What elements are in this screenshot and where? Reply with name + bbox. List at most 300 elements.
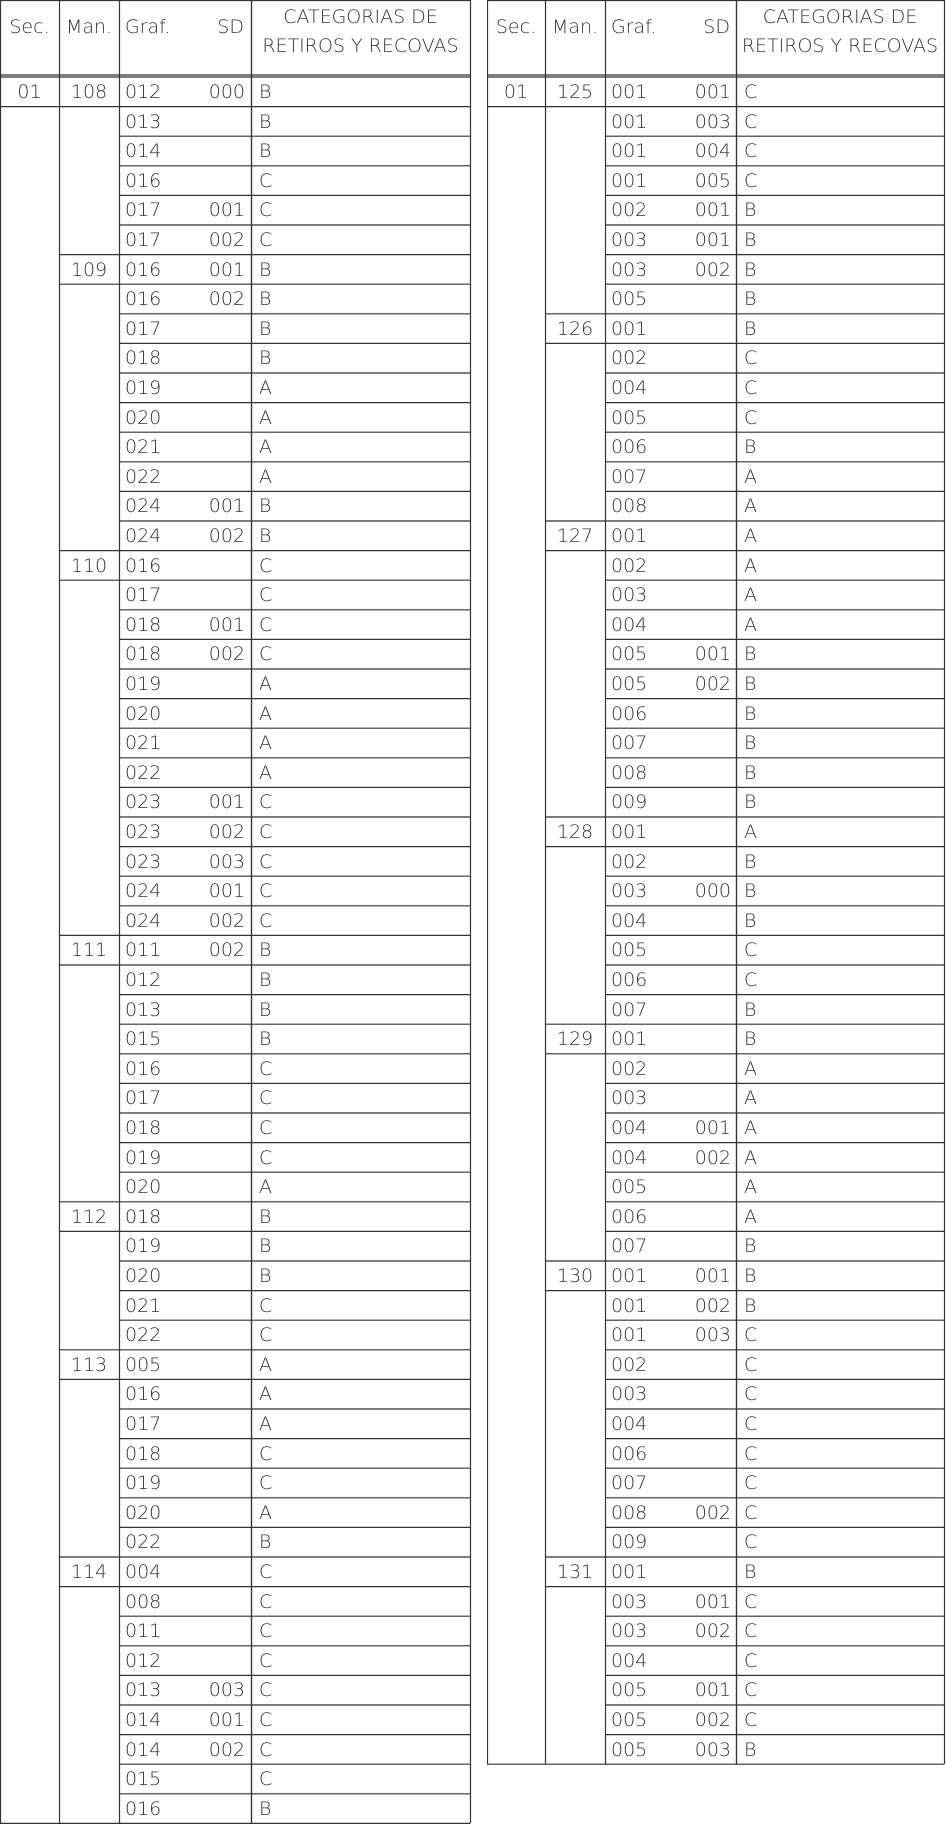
category-value: C: [744, 140, 758, 163]
category-value: B: [744, 1294, 757, 1317]
category-value: A: [744, 1176, 757, 1199]
graf-value: 008: [611, 495, 648, 518]
category-value: C: [259, 1738, 273, 1761]
category-value: B: [744, 732, 757, 755]
graf-value: 005: [611, 1679, 648, 1702]
category-value: A: [259, 761, 272, 784]
graf-value: 004: [611, 1117, 648, 1139]
graf-value: 007: [611, 998, 648, 1021]
graf-value: 019: [125, 673, 162, 695]
graf-value: 002: [611, 1353, 648, 1376]
category-value: A: [744, 554, 757, 577]
category-value: A: [744, 495, 757, 518]
graf-value: 017: [125, 1087, 162, 1110]
category-value: B: [259, 495, 272, 518]
sd-value: 003: [694, 1738, 731, 1761]
man-value: 125: [556, 81, 594, 103]
graf-value: 019: [125, 377, 162, 399]
category-value: C: [259, 1324, 273, 1347]
header-sec: Sec.: [495, 16, 537, 38]
graf-value: 001: [611, 1265, 648, 1287]
graf-value: 001: [611, 1561, 648, 1583]
sd-value: 005: [694, 169, 731, 192]
category-value: B: [259, 347, 272, 370]
graf-value: 011: [125, 1620, 162, 1643]
graf-value: 016: [125, 554, 162, 577]
graf-value: 001: [611, 110, 648, 133]
category-value: B: [744, 258, 757, 281]
graf-value: 020: [125, 1176, 162, 1199]
category-value: B: [259, 1028, 272, 1051]
category-value: C: [744, 1413, 758, 1435]
sd-value: 003: [208, 1679, 245, 1702]
man-value: 110: [70, 554, 108, 577]
sd-value: 002: [694, 1709, 731, 1731]
category-value: C: [259, 909, 273, 932]
category-value: B: [259, 1235, 272, 1258]
header-graf: Graf.: [125, 16, 171, 38]
sd-value: 002: [208, 525, 245, 547]
category-value: B: [744, 1235, 757, 1258]
graf-value: 003: [611, 229, 648, 251]
sd-value: 001: [208, 495, 245, 518]
graf-value: 005: [125, 1353, 162, 1376]
graf-value: 021: [125, 1294, 162, 1317]
category-value: A: [259, 1383, 272, 1406]
graf-value: 024: [125, 909, 162, 932]
category-value: C: [259, 1709, 273, 1731]
category-value: C: [744, 1472, 758, 1495]
header-man: Man.: [551, 16, 599, 38]
graf-value: 019: [125, 1146, 162, 1169]
category-value: C: [259, 1117, 273, 1139]
category-value: B: [259, 258, 272, 281]
graf-value: 005: [611, 1709, 648, 1731]
category-value: C: [744, 1383, 758, 1406]
category-value: A: [744, 1087, 757, 1110]
sec-value: 01: [17, 81, 42, 103]
graf-value: 005: [611, 288, 648, 311]
graf-value: 001: [611, 525, 648, 547]
man-value: 109: [70, 258, 108, 281]
graf-value: 014: [125, 140, 162, 163]
man-value: 111: [70, 939, 108, 962]
man-value: 113: [70, 1353, 108, 1376]
category-value: B: [259, 317, 272, 340]
category-value: B: [744, 1738, 757, 1761]
sd-value: 002: [208, 288, 245, 311]
graf-value: 001: [611, 169, 648, 192]
graf-value: 001: [611, 140, 648, 163]
category-value: C: [744, 1649, 758, 1672]
graf-value: 007: [611, 1472, 648, 1495]
graf-value: 024: [125, 525, 162, 547]
graf-value: 016: [125, 1797, 162, 1820]
sd-value: 000: [208, 81, 245, 103]
category-value: A: [259, 732, 272, 755]
category-value: B: [744, 229, 757, 251]
category-value: B: [744, 673, 757, 695]
category-value: C: [259, 199, 273, 222]
category-value: B: [744, 1265, 757, 1287]
category-value: C: [744, 1353, 758, 1376]
sd-value: 002: [694, 1294, 731, 1317]
graf-value: 014: [125, 1709, 162, 1731]
graf-value: 023: [125, 821, 162, 843]
header-categories-line2: RETIROS Y RECOVAS: [741, 35, 939, 57]
category-value: B: [259, 140, 272, 163]
sd-value: 001: [694, 199, 731, 222]
category-value: A: [259, 1413, 272, 1435]
graf-value: 023: [125, 850, 162, 873]
graf-value: 023: [125, 791, 162, 814]
graf-value: 022: [125, 465, 162, 488]
sd-value: 002: [694, 1501, 731, 1524]
category-value: C: [259, 643, 273, 666]
sd-value: 002: [208, 939, 245, 962]
graf-value: 006: [611, 1442, 648, 1465]
category-value: B: [744, 761, 757, 784]
graf-value: 001: [611, 317, 648, 340]
category-value: C: [259, 613, 273, 636]
sd-value: 002: [694, 1620, 731, 1643]
category-value: C: [744, 1531, 758, 1554]
sd-value: 001: [208, 880, 245, 903]
man-value: 126: [556, 317, 594, 340]
category-value: B: [259, 81, 272, 103]
sd-value: 002: [694, 1146, 731, 1169]
graf-value: 002: [611, 554, 648, 577]
category-value: C: [744, 81, 758, 103]
category-value: A: [259, 436, 272, 459]
category-value: C: [744, 377, 758, 399]
category-value: B: [744, 880, 757, 903]
man-value: 112: [70, 1205, 108, 1228]
graf-value: 005: [611, 673, 648, 695]
category-value: C: [259, 1768, 273, 1791]
category-value: C: [744, 347, 758, 370]
graf-value: 003: [611, 1087, 648, 1110]
sd-value: 001: [694, 643, 731, 666]
graf-value: 016: [125, 258, 162, 281]
man-value: 128: [556, 821, 594, 843]
graf-value: 003: [611, 584, 648, 607]
graf-value: 017: [125, 584, 162, 607]
category-value: B: [744, 199, 757, 222]
header-man: Man.: [65, 16, 113, 38]
category-value: C: [259, 554, 273, 577]
graf-value: 016: [125, 169, 162, 192]
category-value: A: [259, 1176, 272, 1199]
man-value: 131: [556, 1561, 594, 1583]
man-value: 130: [556, 1265, 594, 1287]
graf-value: 011: [125, 939, 162, 962]
header-categories-line2: RETIROS Y RECOVAS: [262, 35, 459, 57]
graf-value: 014: [125, 1738, 162, 1761]
category-value: C: [259, 1472, 273, 1495]
header-categories-line1: CATEGORIAS DE: [762, 6, 918, 28]
sd-value: 001: [208, 613, 245, 636]
man-value: 127: [556, 525, 594, 547]
graf-value: 009: [611, 1531, 648, 1554]
graf-value: 002: [611, 347, 648, 370]
category-value: C: [744, 110, 758, 133]
category-value: C: [259, 850, 273, 873]
header-graf: Graf.: [611, 16, 657, 38]
graf-value: 018: [125, 1205, 162, 1228]
graf-value: 008: [611, 761, 648, 784]
graf-value: 020: [125, 1501, 162, 1524]
category-value: B: [259, 969, 272, 991]
graf-value: 017: [125, 317, 162, 340]
category-value: C: [259, 1294, 273, 1317]
category-value: A: [259, 377, 272, 399]
graf-value: 013: [125, 1679, 162, 1702]
category-value: C: [259, 1620, 273, 1643]
graf-value: 004: [611, 1413, 648, 1435]
man-value: 129: [556, 1028, 594, 1051]
sec-value: 01: [503, 81, 529, 103]
header-categories-line1: CATEGORIAS DE: [283, 6, 438, 28]
graf-value: 018: [125, 1117, 162, 1139]
graf-value: 001: [611, 821, 648, 843]
graf-value: 018: [125, 1442, 162, 1465]
sd-value: 001: [208, 791, 245, 814]
graf-value: 006: [611, 702, 648, 725]
graf-value: 013: [125, 110, 162, 133]
graf-value: 004: [611, 613, 648, 636]
graf-value: 006: [611, 436, 648, 459]
sd-value: 002: [208, 229, 245, 251]
graf-value: 002: [611, 850, 648, 873]
graf-value: 016: [125, 288, 162, 311]
graf-value: 022: [125, 1531, 162, 1554]
graf-value: 017: [125, 229, 162, 251]
sd-value: 002: [694, 673, 731, 695]
category-value: A: [744, 1205, 757, 1228]
category-value: C: [744, 406, 758, 429]
graf-value: 003: [611, 258, 648, 281]
graf-value: 012: [125, 1649, 162, 1672]
graf-value: 004: [611, 1146, 648, 1169]
category-value: A: [744, 1146, 757, 1169]
graf-value: 019: [125, 1235, 162, 1258]
category-value: B: [259, 998, 272, 1021]
category-value: B: [259, 939, 272, 962]
category-value: C: [744, 1679, 758, 1702]
sd-value: 001: [694, 1590, 731, 1613]
sd-value: 003: [208, 850, 245, 873]
graf-value: 003: [611, 1590, 648, 1613]
sd-value: 001: [694, 229, 731, 251]
category-value: C: [744, 939, 758, 962]
category-value: B: [744, 702, 757, 725]
category-value: C: [259, 1146, 273, 1169]
table-left: [0, 0, 471, 1837]
category-value: A: [259, 1501, 272, 1524]
category-value: C: [744, 1324, 758, 1347]
graf-value: 003: [611, 1383, 648, 1406]
sd-value: 002: [694, 258, 731, 281]
category-value: B: [259, 525, 272, 547]
graf-value: 018: [125, 347, 162, 370]
sd-value: 003: [694, 1324, 731, 1347]
graf-value: 016: [125, 1383, 162, 1406]
graf-value: 019: [125, 1472, 162, 1495]
graf-value: 003: [611, 1620, 648, 1643]
sd-value: 001: [208, 199, 245, 222]
category-value: A: [259, 406, 272, 429]
category-value: B: [744, 643, 757, 666]
graf-value: 002: [611, 1057, 648, 1080]
category-value: A: [744, 821, 757, 843]
category-value: B: [259, 288, 272, 311]
graf-value: 005: [611, 1176, 648, 1199]
category-value: C: [259, 1649, 273, 1672]
sd-value: 001: [694, 81, 731, 103]
graf-value: 020: [125, 406, 162, 429]
graf-value: 007: [611, 732, 648, 755]
category-value: C: [259, 880, 273, 903]
graf-value: 020: [125, 702, 162, 725]
graf-value: 022: [125, 1324, 162, 1347]
graf-value: 005: [611, 939, 648, 962]
category-value: B: [744, 850, 757, 873]
graf-value: 004: [611, 1649, 648, 1672]
category-value: A: [744, 613, 757, 636]
graf-value: 018: [125, 643, 162, 666]
sd-value: 002: [208, 909, 245, 932]
category-value: A: [259, 702, 272, 725]
sd-value: 002: [208, 1738, 245, 1761]
graf-value: 007: [611, 1235, 648, 1258]
category-value: C: [744, 169, 758, 192]
category-value: A: [744, 465, 757, 488]
sd-value: 004: [694, 140, 731, 163]
sd-value: 001: [208, 1709, 245, 1731]
category-value: C: [744, 969, 758, 991]
category-value: A: [744, 1117, 757, 1139]
category-value: B: [259, 1265, 272, 1287]
category-value: A: [259, 465, 272, 488]
category-value: C: [259, 1087, 273, 1110]
category-value: A: [744, 584, 757, 607]
category-value: C: [744, 1620, 758, 1643]
category-value: C: [259, 1561, 273, 1583]
graf-value: 021: [125, 436, 162, 459]
category-value: B: [744, 1028, 757, 1051]
graf-value: 012: [125, 969, 162, 991]
graf-value: 001: [611, 1028, 648, 1051]
graf-value: 007: [611, 465, 648, 488]
graf-value: 006: [611, 969, 648, 991]
graf-value: 022: [125, 761, 162, 784]
graf-value: 015: [125, 1028, 162, 1051]
sd-value: 002: [208, 821, 245, 843]
sd-value: 000: [694, 880, 731, 903]
header-sd: SD: [217, 16, 244, 38]
graf-value: 024: [125, 880, 162, 903]
category-value: C: [259, 1590, 273, 1613]
category-value: C: [744, 1501, 758, 1524]
category-value: A: [259, 673, 272, 695]
man-value: 114: [70, 1561, 108, 1583]
category-value: C: [259, 229, 273, 251]
category-value: C: [744, 1590, 758, 1613]
sd-value: 002: [208, 643, 245, 666]
graf-value: 015: [125, 1768, 162, 1791]
category-value: C: [259, 584, 273, 607]
graf-value: 005: [611, 1738, 648, 1761]
graf-value: 013: [125, 998, 162, 1021]
category-value: C: [744, 1709, 758, 1731]
graf-value: 008: [611, 1501, 648, 1524]
graf-value: 006: [611, 1205, 648, 1228]
man-value: 108: [70, 81, 108, 103]
category-value: B: [259, 1205, 272, 1228]
category-value: B: [744, 317, 757, 340]
graf-value: 016: [125, 1057, 162, 1080]
graf-value: 017: [125, 199, 162, 222]
graf-value: 004: [611, 377, 648, 399]
graf-value: 005: [611, 643, 648, 666]
graf-value: 012: [125, 81, 162, 103]
category-value: B: [744, 436, 757, 459]
graf-value: 003: [611, 880, 648, 903]
category-value: A: [744, 525, 757, 547]
category-value: C: [259, 169, 273, 192]
category-value: B: [744, 288, 757, 311]
category-value: B: [744, 791, 757, 814]
sd-value: 001: [694, 1679, 731, 1702]
graf-value: 005: [611, 406, 648, 429]
graf-value: 020: [125, 1265, 162, 1287]
category-value: C: [259, 1057, 273, 1080]
graf-value: 002: [611, 199, 648, 222]
sd-value: 001: [694, 1117, 731, 1139]
category-value: C: [259, 1679, 273, 1702]
graf-value: 004: [611, 909, 648, 932]
category-value: B: [259, 110, 272, 133]
category-value: C: [259, 821, 273, 843]
category-value: B: [744, 1561, 757, 1583]
category-value: B: [259, 1797, 272, 1820]
sd-value: 001: [694, 1265, 731, 1287]
category-value: A: [744, 1057, 757, 1080]
graf-value: 008: [125, 1590, 162, 1613]
category-value: B: [744, 909, 757, 932]
category-value: C: [744, 1442, 758, 1465]
graf-value: 018: [125, 613, 162, 636]
graf-value: 001: [611, 81, 648, 103]
sd-value: 003: [694, 110, 731, 133]
sd-value: 001: [208, 258, 245, 281]
graf-value: 001: [611, 1324, 648, 1347]
category-value: B: [259, 1531, 272, 1554]
graf-value: 024: [125, 495, 162, 518]
graf-value: 001: [611, 1294, 648, 1317]
category-value: A: [259, 1353, 272, 1376]
graf-value: 017: [125, 1413, 162, 1435]
category-value: C: [259, 1442, 273, 1465]
table-right: [487, 0, 946, 1837]
graf-value: 021: [125, 732, 162, 755]
graf-value: 009: [611, 791, 648, 814]
category-value: B: [744, 998, 757, 1021]
header-sd: SD: [703, 16, 730, 38]
graf-value: 004: [125, 1561, 162, 1583]
category-value: C: [259, 791, 273, 814]
